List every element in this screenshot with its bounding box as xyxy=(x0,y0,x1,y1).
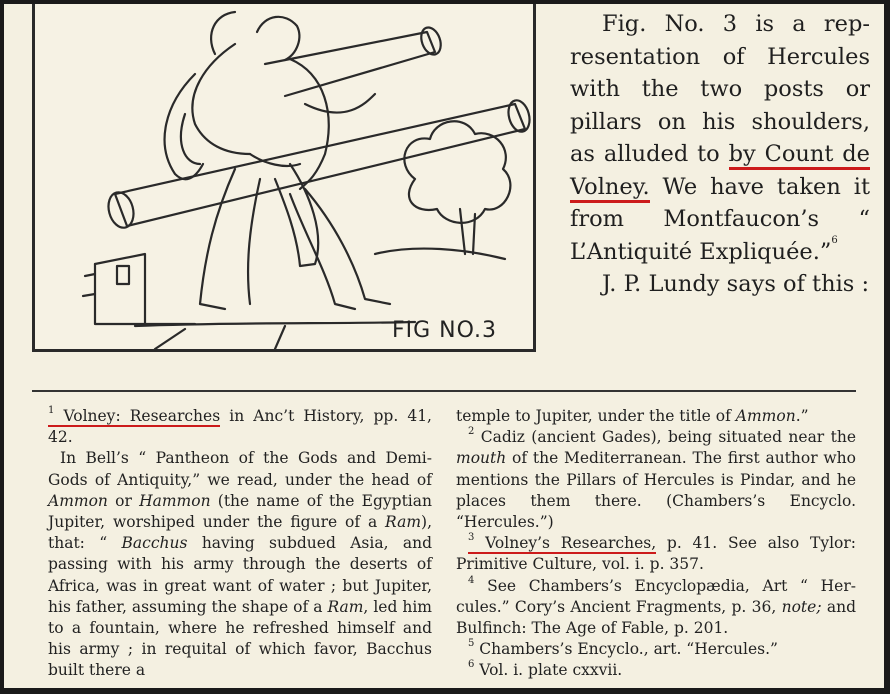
footnote-bell-pantheon xyxy=(48,448,432,681)
italic-ram: Ram xyxy=(327,597,364,616)
book-page xyxy=(4,4,884,688)
text-segment: having subdued Asia, and passing with his army through the deserts of Africa, was in great want of water ; but Jupiter, his father, assuming the shape of a xyxy=(48,534,433,616)
hercules-carrying-pillars-illustration xyxy=(35,4,533,349)
text-segment: In Bell’s “ Pantheon of the Gods and Demi-Gods of Antiquity,” we read, under the head of xyxy=(48,449,432,489)
footnote-4-marker: 4 xyxy=(468,574,475,586)
footnote-1-rest: in Anc’t History, pp. 41, 42. xyxy=(48,407,432,447)
footnotes-right-column xyxy=(456,406,856,682)
italic-ammon: Ammon xyxy=(735,407,796,425)
text-segment: (the name of the Egyptian Jupiter, worshiped under the figure of a xyxy=(48,491,432,532)
underlined-phrase-count-de-volney: by Count de Volney. xyxy=(570,141,870,203)
figure-caption: FIG NO.3 xyxy=(391,318,497,343)
text-segment: .” xyxy=(795,407,809,425)
footnote-4 xyxy=(456,576,856,640)
italic-mouth: mouth xyxy=(456,449,507,468)
text-segment: , led him to a fountain, where he refreshed himself and his army ; in requital of which favor, Bacchus built there a xyxy=(48,597,432,680)
text-segment: p. 41. See also Tylor: Primitive Culture, vol. i. p. 357. xyxy=(456,534,856,574)
footnote-1-marker: 1 xyxy=(48,405,55,416)
footnote-6 xyxy=(456,660,856,681)
footnote-1-title: Volney: Researches xyxy=(63,407,221,425)
text-segment: Vol. i. plate cxxvii. xyxy=(474,661,623,680)
text-segment: temple to Jupiter, under the title of xyxy=(456,407,736,425)
footnotes-left-column xyxy=(48,406,432,682)
footnote-3-marker: 3 xyxy=(468,532,475,544)
italic-bacchus: Bacchus xyxy=(121,534,188,553)
text-segment: See Chambers’s Encyclopædia, Art “ Hercules.” Cory’s Ancient Fragments, p. 36, xyxy=(456,576,856,616)
text-segment: Chambers’s Encyclo., art. “Hercules.” xyxy=(474,640,778,659)
footnote-separator xyxy=(32,390,856,392)
paragraph-fig-description xyxy=(570,8,870,268)
text-segment: ), that: “ xyxy=(48,513,432,553)
italic-hammon: Hammon xyxy=(139,491,211,510)
footnote-1 xyxy=(48,406,432,448)
paragraph-text-before: Fig. No. 3 is a representation of Hercules with the two posts or pillars on his shoulders, as alluded to xyxy=(570,11,870,167)
paragraph-lundy: J. P. Lundy says of this : xyxy=(602,271,870,297)
text-segment: or xyxy=(107,491,140,510)
paragraph-text-after: We have taken it from Montfaucon’s “ L’Antiquité Expliquée.” xyxy=(570,173,870,265)
figure-hercules xyxy=(32,4,536,352)
footnote-3-title: Volney’s Researches, xyxy=(485,534,657,553)
footnote-3 xyxy=(456,533,856,575)
footnote-1-underlined xyxy=(48,407,220,427)
text-segment: and Bulfinch: The Age of Fable, p. 201. xyxy=(456,597,857,638)
italic-ram: Ram xyxy=(385,513,422,532)
footnote-3-underlined xyxy=(468,534,656,554)
footnote-2-marker: 2 xyxy=(468,426,475,438)
text-segment: Cadiz (ancient Gades), being situated near the xyxy=(474,428,856,447)
italic-ammon: Ammon xyxy=(48,491,108,510)
body-text-column xyxy=(570,8,870,301)
footnote-6-marker: 6 xyxy=(468,659,475,671)
text-segment: of the Mediterranean. The first author who mentions the Pillars of Hercules is Pindar, and he places them there. (Chambers’s Encyclo. “Hercules.”) xyxy=(456,449,856,532)
footnote-2 xyxy=(456,427,856,533)
footnote-5 xyxy=(456,639,856,660)
italic-note: note; xyxy=(781,597,822,616)
footnote-continuation xyxy=(456,406,856,427)
footnote-ref-6: 6 xyxy=(831,234,838,246)
footnote-5-marker: 5 xyxy=(468,638,475,650)
